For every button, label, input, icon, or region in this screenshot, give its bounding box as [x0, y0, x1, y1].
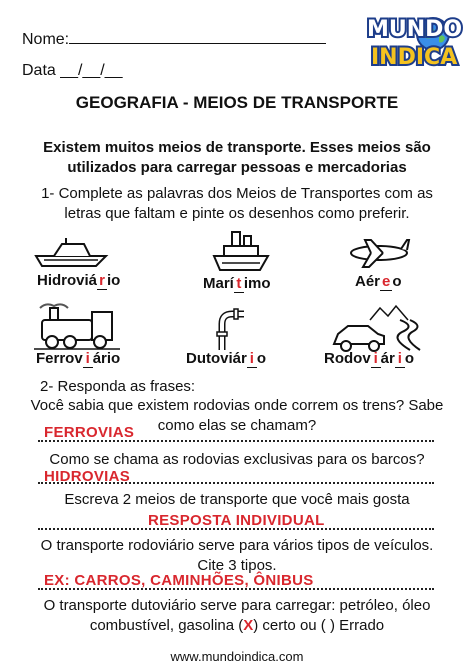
word-hidroviario: Hidroviá r io: [37, 272, 121, 289]
question-1: [0, 184, 474, 224]
question-2-item-3: Escreva 2 meios de transporte que você mais gosta: [64, 491, 410, 508]
car-road-icon: [330, 304, 426, 354]
fill-blank[interactable]: i: [395, 350, 405, 368]
word-maritimo: Marí t imo: [203, 275, 271, 292]
logo-line-1: MUNDO: [367, 17, 463, 42]
answer-line-1[interactable]: [38, 440, 434, 442]
answer-4: EX: CARROS, CAMINHÕES, ÔNIBUS: [44, 572, 314, 589]
question-2-item-1: Você sabia que existem rodovias onde correm os trens? Sabe como elas se chamam?: [30, 397, 444, 434]
name-line[interactable]: [69, 30, 326, 44]
fill-blank[interactable]: i: [247, 350, 257, 368]
intro-line-2: utilizados para carregar pessoas e mercadorias: [67, 159, 407, 176]
mundo-indica-logo: [363, 6, 467, 76]
answer-2: HIDROVIAS: [44, 468, 131, 485]
fill-blank[interactable]: i: [83, 350, 93, 368]
date-label: Data __/__/__: [22, 62, 123, 79]
question-2-heading: 2- Responda as frases:: [40, 378, 196, 395]
true-checkbox[interactable]: X: [243, 617, 254, 634]
footer-url[interactable]: www.mundoindica.com: [170, 649, 304, 664]
word-dutoviario: Dutoviár i o: [186, 350, 267, 367]
fill-blank[interactable]: r: [97, 272, 107, 290]
train-icon: [34, 302, 120, 350]
word-aereo: Aér e o: [355, 273, 402, 290]
word-ferroviario: Ferrov i ário: [36, 350, 121, 367]
word-rodoviario: Rodov i ár i o: [324, 350, 415, 367]
name-field[interactable]: [22, 30, 326, 49]
question-2-item-5: O transporte dutoviário serve para carregar: petróleo, óleo combustível, gasolina (X) certo ou ( ) Errado: [0, 596, 474, 636]
question-2-item-2: Como se chama as rodovias exclusivas para os barcos?: [49, 451, 425, 468]
globe-logo-icon: [363, 6, 467, 76]
question-1-line-1: 1- Complete as palavras dos Meios de Transportes com as: [41, 185, 433, 202]
intro-line-1: Existem muitos meios de transporte. Esses meios são: [43, 139, 431, 156]
question-1-line-2: letras que faltam e pinte os desenhos como preferir.: [64, 205, 410, 222]
fill-blank[interactable]: t: [234, 275, 244, 293]
pipeline-icon: [208, 304, 248, 352]
airplane-icon: [347, 236, 411, 270]
answer-line-3[interactable]: [38, 528, 434, 530]
page-title: GEOGRAFIA - MEIOS DE TRANSPORTE: [75, 93, 399, 112]
answer-line-4[interactable]: [38, 588, 434, 590]
speedboat-icon: [34, 234, 114, 270]
question-2-item-4: O transporte rodoviário serve para vários tipos de veículos. Cite 3 tipos.: [40, 537, 434, 574]
intro-text: [0, 138, 474, 178]
answer-3: RESPOSTA INDIVIDUAL: [148, 512, 325, 529]
date-field[interactable]: [22, 62, 123, 80]
logo-line-2: INDICA: [371, 45, 458, 70]
name-label: Nome:: [22, 31, 70, 48]
fill-blank[interactable]: e: [382, 273, 391, 290]
ship-icon: [210, 226, 272, 274]
fill-blank[interactable]: i: [371, 350, 381, 368]
answer-1: FERROVIAS: [44, 424, 135, 441]
answer-line-2[interactable]: [38, 482, 434, 484]
true-false-line: combustível, gasolina (X) certo ou ( ) Errado: [89, 617, 385, 634]
